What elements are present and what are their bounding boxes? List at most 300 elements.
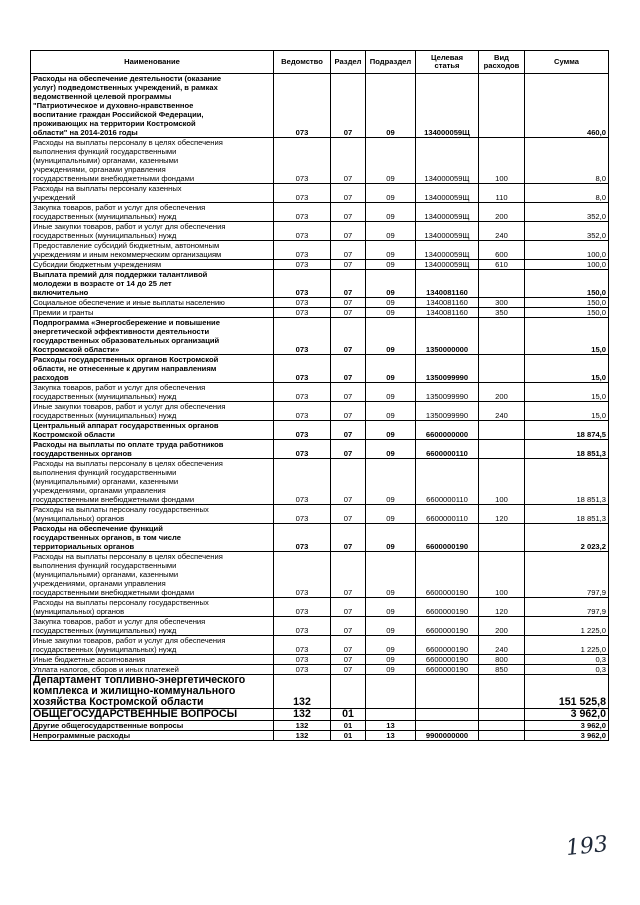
row-department: 073 [274, 308, 331, 318]
row-section: 07 [331, 383, 366, 402]
row-section: 07 [331, 138, 366, 184]
row-expense-type: 300 [479, 298, 525, 308]
row-section: 07 [331, 74, 366, 138]
table-row [31, 402, 609, 421]
row-name [31, 524, 274, 552]
row-name-line: Иные закупки товаров, работ и услуг для обеспечения [33, 222, 226, 231]
row-subsection: 09 [366, 308, 416, 318]
row-name-line: Предоставление субсидий бюджетным, автономным [33, 241, 220, 250]
row-amount: 3 962,0 [525, 731, 609, 741]
row-subsection: 09 [366, 552, 416, 598]
row-name [31, 222, 274, 241]
row-amount: 797,9 [525, 552, 609, 598]
row-amount: 460,0 [525, 74, 609, 138]
row-name-line: Выплата премий для поддержки талантливой [33, 270, 208, 279]
row-target-article: 1350099990 [416, 402, 479, 421]
row-department: 132 [274, 721, 331, 731]
row-name-line: Расходы на выплаты персоналу в целях обеспечения [33, 459, 223, 468]
table-row [31, 440, 609, 459]
row-name-line: Уплата налогов, сборов и иных платежей [33, 665, 179, 674]
row-name-line: Расходы на обеспечение деятельности (оказание [33, 74, 222, 83]
row-subsection: 09 [366, 241, 416, 260]
row-amount: 1 225,0 [525, 636, 609, 655]
row-name-line: территориальных органов [33, 542, 135, 551]
row-name-line: государственных (муниципальных) нужд [33, 626, 177, 635]
row-subsection: 09 [366, 440, 416, 459]
row-name [31, 655, 274, 665]
row-subsection: 09 [366, 617, 416, 636]
row-name [31, 318, 274, 355]
row-expense-type: 120 [479, 598, 525, 617]
row-subsection: 13 [366, 731, 416, 741]
header-name: Наименование [31, 51, 274, 74]
row-department: 073 [274, 184, 331, 203]
row-subsection: 09 [366, 270, 416, 298]
row-target-article: 6600000110 [416, 505, 479, 524]
row-name-line: энергетической эффективности деятельности [33, 327, 210, 336]
row-section: 07 [331, 636, 366, 655]
row-name-line: Расходы на выплаты по оплате труда работников [33, 440, 224, 449]
row-name-line: государственных образовательных организаций [33, 336, 220, 345]
row-name-line: проживающих на территории Костромской [33, 119, 196, 128]
row-target-article: 1340081160 [416, 270, 479, 298]
row-section: 07 [331, 260, 366, 270]
row-subsection: 09 [366, 524, 416, 552]
row-name-line: Социальное обеспечение и иные выплаты населению [33, 298, 225, 307]
row-name [31, 552, 274, 598]
row-subsection: 09 [366, 402, 416, 421]
row-amount: 150,0 [525, 298, 609, 308]
row-expense-type [479, 524, 525, 552]
row-subsection: 13 [366, 721, 416, 731]
table-row [31, 505, 609, 524]
row-name [31, 459, 274, 505]
row-section: 07 [331, 440, 366, 459]
row-name-line: области" на 2014-2016 годы [33, 128, 138, 137]
row-subsection: 09 [366, 222, 416, 241]
row-section: 07 [331, 459, 366, 505]
row-expense-type: 240 [479, 636, 525, 655]
row-name [31, 440, 274, 459]
row-name-line: Закупка товаров, работ и услуг для обеспечения [33, 383, 206, 392]
table-row [31, 552, 609, 598]
row-name-line: выполнения функций государственными [33, 468, 177, 477]
row-name-line: Субсидии бюджетным учреждениям [33, 260, 162, 269]
row-amount: 100,0 [525, 241, 609, 260]
table-row [31, 298, 609, 308]
row-name-line: Расходы на обеспечение функций [33, 524, 163, 533]
row-expense-type: 610 [479, 260, 525, 270]
row-name-line: Подпрограмма «Энергосбережение и повышение [33, 318, 220, 327]
row-expense-type: 100 [479, 138, 525, 184]
row-target-article [416, 709, 479, 721]
row-subsection: 09 [366, 74, 416, 138]
row-department: 073 [274, 598, 331, 617]
row-section: 07 [331, 222, 366, 241]
row-section: 07 [331, 203, 366, 222]
row-amount: 1 225,0 [525, 617, 609, 636]
row-target-article: 6600000000 [416, 421, 479, 440]
row-section: 07 [331, 655, 366, 665]
table-row [31, 383, 609, 402]
row-target-article: 1350099990 [416, 383, 479, 402]
row-target-article: 6600000110 [416, 459, 479, 505]
row-section: 07 [331, 598, 366, 617]
row-target-article: 1340081160 [416, 308, 479, 318]
row-target-article: 6600000190 [416, 617, 479, 636]
row-target-article: 1350000000 [416, 318, 479, 355]
row-amount: 0,3 [525, 655, 609, 665]
row-expense-type: 600 [479, 241, 525, 260]
row-subsection [366, 675, 416, 709]
row-name [31, 241, 274, 260]
row-amount: 797,9 [525, 598, 609, 617]
row-name-line: Расходы на выплаты персоналу государственных [33, 598, 209, 607]
row-amount: 150,0 [525, 308, 609, 318]
row-target-article: 1340081160 [416, 298, 479, 308]
row-amount: 100,0 [525, 260, 609, 270]
row-amount: 15,0 [525, 318, 609, 355]
row-amount: 150,0 [525, 270, 609, 298]
table-row [31, 721, 609, 731]
row-section: 07 [331, 505, 366, 524]
row-expense-type: 110 [479, 184, 525, 203]
row-name [31, 731, 274, 741]
row-target-article: 134000059Щ [416, 184, 479, 203]
row-name-line: Расходы на выплаты персоналу в целях обеспечения [33, 138, 223, 147]
header-expense-type: Вид расходов [479, 51, 525, 74]
row-department: 073 [274, 421, 331, 440]
row-name-line: Департамент топливно-энергетического [33, 674, 246, 686]
row-name-line: Костромской области [33, 430, 115, 439]
row-department: 073 [274, 318, 331, 355]
row-subsection: 09 [366, 598, 416, 617]
table-row [31, 665, 609, 675]
row-section: 07 [331, 270, 366, 298]
row-target-article: 9900000000 [416, 731, 479, 741]
row-subsection: 09 [366, 184, 416, 203]
row-name [31, 402, 274, 421]
header-subsection: Подраздел [366, 51, 416, 74]
row-name-line: Закупка товаров, работ и услуг для обеспечения [33, 203, 206, 212]
row-target-article: 134000059Щ [416, 222, 479, 241]
row-amount: 8,0 [525, 184, 609, 203]
table-row [31, 222, 609, 241]
row-name [31, 709, 274, 721]
header-amount: Сумма [525, 51, 609, 74]
row-amount: 3 962,0 [525, 721, 609, 731]
row-department: 073 [274, 524, 331, 552]
row-target-article: 6600000190 [416, 636, 479, 655]
row-name-line: Иные закупки товаров, работ и услуг для обеспечения [33, 636, 226, 645]
row-expense-type: 100 [479, 552, 525, 598]
row-amount: 18 851,3 [525, 440, 609, 459]
row-target-article: 6600000190 [416, 524, 479, 552]
row-name-line: области, не отнесенные к другим направлениям [33, 364, 217, 373]
row-department: 073 [274, 138, 331, 184]
row-target-article: 6600000190 [416, 552, 479, 598]
row-name-line: государственных органов [33, 449, 132, 458]
row-target-article: 134000059Щ [416, 203, 479, 222]
row-name-line: комплекса и жилищно-коммунального [33, 685, 236, 697]
row-target-article [416, 721, 479, 731]
row-expense-type [479, 709, 525, 721]
row-name [31, 675, 274, 709]
row-expense-type: 200 [479, 617, 525, 636]
header-section: Раздел [331, 51, 366, 74]
row-amount: 151 525,8 [525, 675, 609, 709]
row-target-article: 6600000190 [416, 655, 479, 665]
row-name-line: услуг) подведомственных учреждений, в рамках [33, 83, 218, 92]
row-name [31, 138, 274, 184]
table-row [31, 74, 609, 138]
row-expense-type [479, 440, 525, 459]
table-row [31, 709, 609, 721]
row-amount: 352,0 [525, 222, 609, 241]
row-name-line: Расходы на выплаты персоналу в целях обеспечения [33, 552, 223, 561]
row-target-article: 134000059Щ [416, 138, 479, 184]
header-department: Ведомство [274, 51, 331, 74]
row-department: 073 [274, 655, 331, 665]
header-target-article: Целевая статья [416, 51, 479, 74]
row-name-line: государственных (муниципальных) нужд [33, 231, 177, 240]
row-amount: 0,3 [525, 665, 609, 675]
row-subsection: 09 [366, 665, 416, 675]
row-department: 073 [274, 298, 331, 308]
row-expense-type: 800 [479, 655, 525, 665]
row-department: 132 [274, 675, 331, 709]
row-expense-type [479, 721, 525, 731]
row-name-line: государственных (муниципальных) нужд [33, 645, 177, 654]
row-name-line: Костромской области» [33, 345, 120, 354]
row-name-line: Расходы на выплаты персоналу казенных [33, 184, 182, 193]
row-name [31, 383, 274, 402]
row-name-line: учреждениями, органами управления [33, 165, 166, 174]
row-name-line: (муниципальными) органами, казенными [33, 156, 179, 165]
row-section: 07 [331, 355, 366, 383]
row-department: 073 [274, 665, 331, 675]
row-section: 07 [331, 421, 366, 440]
row-name-line: Премии и гранты [33, 308, 94, 317]
table-row [31, 308, 609, 318]
row-target-article [416, 675, 479, 709]
row-section: 07 [331, 665, 366, 675]
row-amount: 15,0 [525, 383, 609, 402]
row-name-line: (муниципальными) органами, казенными [33, 477, 179, 486]
row-expense-type: 350 [479, 308, 525, 318]
row-expense-type: 120 [479, 505, 525, 524]
row-name [31, 598, 274, 617]
row-section: 07 [331, 241, 366, 260]
row-name-line: учреждениями, органами управления [33, 486, 166, 495]
table-row [31, 421, 609, 440]
row-amount: 3 962,0 [525, 709, 609, 721]
row-subsection: 09 [366, 655, 416, 665]
row-name [31, 203, 274, 222]
row-department: 073 [274, 636, 331, 655]
table-row [31, 203, 609, 222]
row-name [31, 308, 274, 318]
table-row [31, 731, 609, 741]
table-row [31, 524, 609, 552]
row-target-article: 6600000190 [416, 598, 479, 617]
row-expense-type [479, 421, 525, 440]
row-section: 07 [331, 308, 366, 318]
row-section: 07 [331, 184, 366, 203]
row-amount: 15,0 [525, 355, 609, 383]
row-department: 073 [274, 505, 331, 524]
row-subsection: 09 [366, 138, 416, 184]
row-name [31, 270, 274, 298]
row-target-article: 6600000190 [416, 665, 479, 675]
row-department: 132 [274, 731, 331, 741]
row-section: 01 [331, 709, 366, 721]
row-name-line: учреждений [33, 193, 76, 202]
row-expense-type [479, 731, 525, 741]
row-name-line: Расходы на выплаты персоналу государственных [33, 505, 209, 514]
row-amount: 8,0 [525, 138, 609, 184]
row-section: 01 [331, 731, 366, 741]
row-name [31, 421, 274, 440]
row-department: 073 [274, 74, 331, 138]
row-section [331, 675, 366, 709]
row-name-line: хозяйства Костромской области [33, 696, 204, 708]
row-expense-type [479, 318, 525, 355]
row-name-line: государственными внебюджетными фондами [33, 495, 195, 504]
row-amount: 18 851,3 [525, 459, 609, 505]
table-row [31, 184, 609, 203]
row-name-line: расходов [33, 373, 69, 382]
row-amount: 352,0 [525, 203, 609, 222]
row-name-line: ОБЩЕГОСУДАРСТВЕННЫЕ ВОПРОСЫ [33, 708, 238, 720]
row-subsection: 09 [366, 203, 416, 222]
row-section: 01 [331, 721, 366, 731]
row-department: 073 [274, 260, 331, 270]
table-row [31, 138, 609, 184]
table-row [31, 617, 609, 636]
row-expense-type: 100 [479, 459, 525, 505]
row-department: 073 [274, 552, 331, 598]
row-department: 073 [274, 383, 331, 402]
row-name [31, 260, 274, 270]
row-name-line: государственных (муниципальных) нужд [33, 392, 177, 401]
row-section: 07 [331, 402, 366, 421]
row-subsection: 09 [366, 355, 416, 383]
row-name-line: государственных (муниципальных) нужд [33, 411, 177, 420]
row-name-line: учреждениями, органами управления [33, 579, 166, 588]
row-section: 07 [331, 617, 366, 636]
row-name-line: государственными внебюджетными фондами [33, 588, 195, 597]
row-name [31, 184, 274, 203]
row-name-line: выполнения функций государственными [33, 147, 177, 156]
row-name [31, 355, 274, 383]
row-name-line: Расходы государственных органов Костромской [33, 355, 219, 364]
row-name [31, 74, 274, 138]
budget-table [30, 50, 609, 741]
row-department: 132 [274, 709, 331, 721]
row-name-line: ведомственной целевой программы [33, 92, 172, 101]
row-target-article: 134000059Щ [416, 260, 479, 270]
row-name-line: государственных (муниципальных) нужд [33, 212, 177, 221]
table-row [31, 318, 609, 355]
row-name-line: Закупка товаров, работ и услуг для обеспечения [33, 617, 206, 626]
row-name-line: Непрограммные расходы [33, 731, 131, 740]
row-department: 073 [274, 459, 331, 505]
row-name-line: Иные бюджетные ассигнования [33, 655, 146, 664]
row-department: 073 [274, 203, 331, 222]
row-name-line: (муниципальными) органами, казенными [33, 570, 179, 579]
row-expense-type: 850 [479, 665, 525, 675]
row-section: 07 [331, 318, 366, 355]
row-amount: 15,0 [525, 402, 609, 421]
table-row [31, 598, 609, 617]
table-row [31, 270, 609, 298]
row-name [31, 665, 274, 675]
row-expense-type [479, 675, 525, 709]
page-number: 193 [564, 831, 610, 862]
row-name-line: Другие общегосударственные вопросы [33, 721, 184, 730]
row-name-line: включительно [33, 288, 89, 297]
table-row [31, 459, 609, 505]
row-name [31, 721, 274, 731]
row-expense-type: 200 [479, 203, 525, 222]
row-expense-type [479, 270, 525, 298]
row-department: 073 [274, 617, 331, 636]
row-subsection: 09 [366, 318, 416, 355]
row-department: 073 [274, 440, 331, 459]
row-subsection: 09 [366, 383, 416, 402]
row-amount: 18 874,5 [525, 421, 609, 440]
table-row [31, 655, 609, 665]
table-row [31, 675, 609, 709]
row-department: 073 [274, 241, 331, 260]
row-department: 073 [274, 222, 331, 241]
row-name-line: "Патриотическое и духовно-нравственное [33, 101, 194, 110]
table-row [31, 260, 609, 270]
row-name-line: воспитание граждан Российской Федерации, [33, 110, 204, 119]
row-name [31, 617, 274, 636]
row-expense-type [479, 74, 525, 138]
row-name [31, 636, 274, 655]
row-subsection: 09 [366, 505, 416, 524]
row-subsection: 09 [366, 421, 416, 440]
row-target-article: 134000059Щ [416, 241, 479, 260]
row-name-line: государственными внебюджетными фондами [33, 174, 195, 183]
table-row [31, 636, 609, 655]
row-amount: 18 851,3 [525, 505, 609, 524]
row-name [31, 298, 274, 308]
row-name [31, 505, 274, 524]
row-subsection: 09 [366, 260, 416, 270]
row-section: 07 [331, 298, 366, 308]
table-body [31, 74, 609, 741]
row-name-line: молодежи в возрасте от 14 до 25 лет [33, 279, 172, 288]
row-amount: 2 023,2 [525, 524, 609, 552]
row-expense-type: 200 [479, 383, 525, 402]
header-row [31, 51, 609, 74]
row-name-line: Центральный аппарат государственных органов [33, 421, 219, 430]
row-name-line: государственных органов, в том числе [33, 533, 181, 542]
row-department: 073 [274, 355, 331, 383]
row-subsection: 09 [366, 298, 416, 308]
table-row [31, 355, 609, 383]
row-section: 07 [331, 552, 366, 598]
row-target-article: 134000059Щ [416, 74, 479, 138]
row-subsection [366, 709, 416, 721]
row-subsection: 09 [366, 459, 416, 505]
row-subsection: 09 [366, 636, 416, 655]
row-expense-type: 240 [479, 402, 525, 421]
